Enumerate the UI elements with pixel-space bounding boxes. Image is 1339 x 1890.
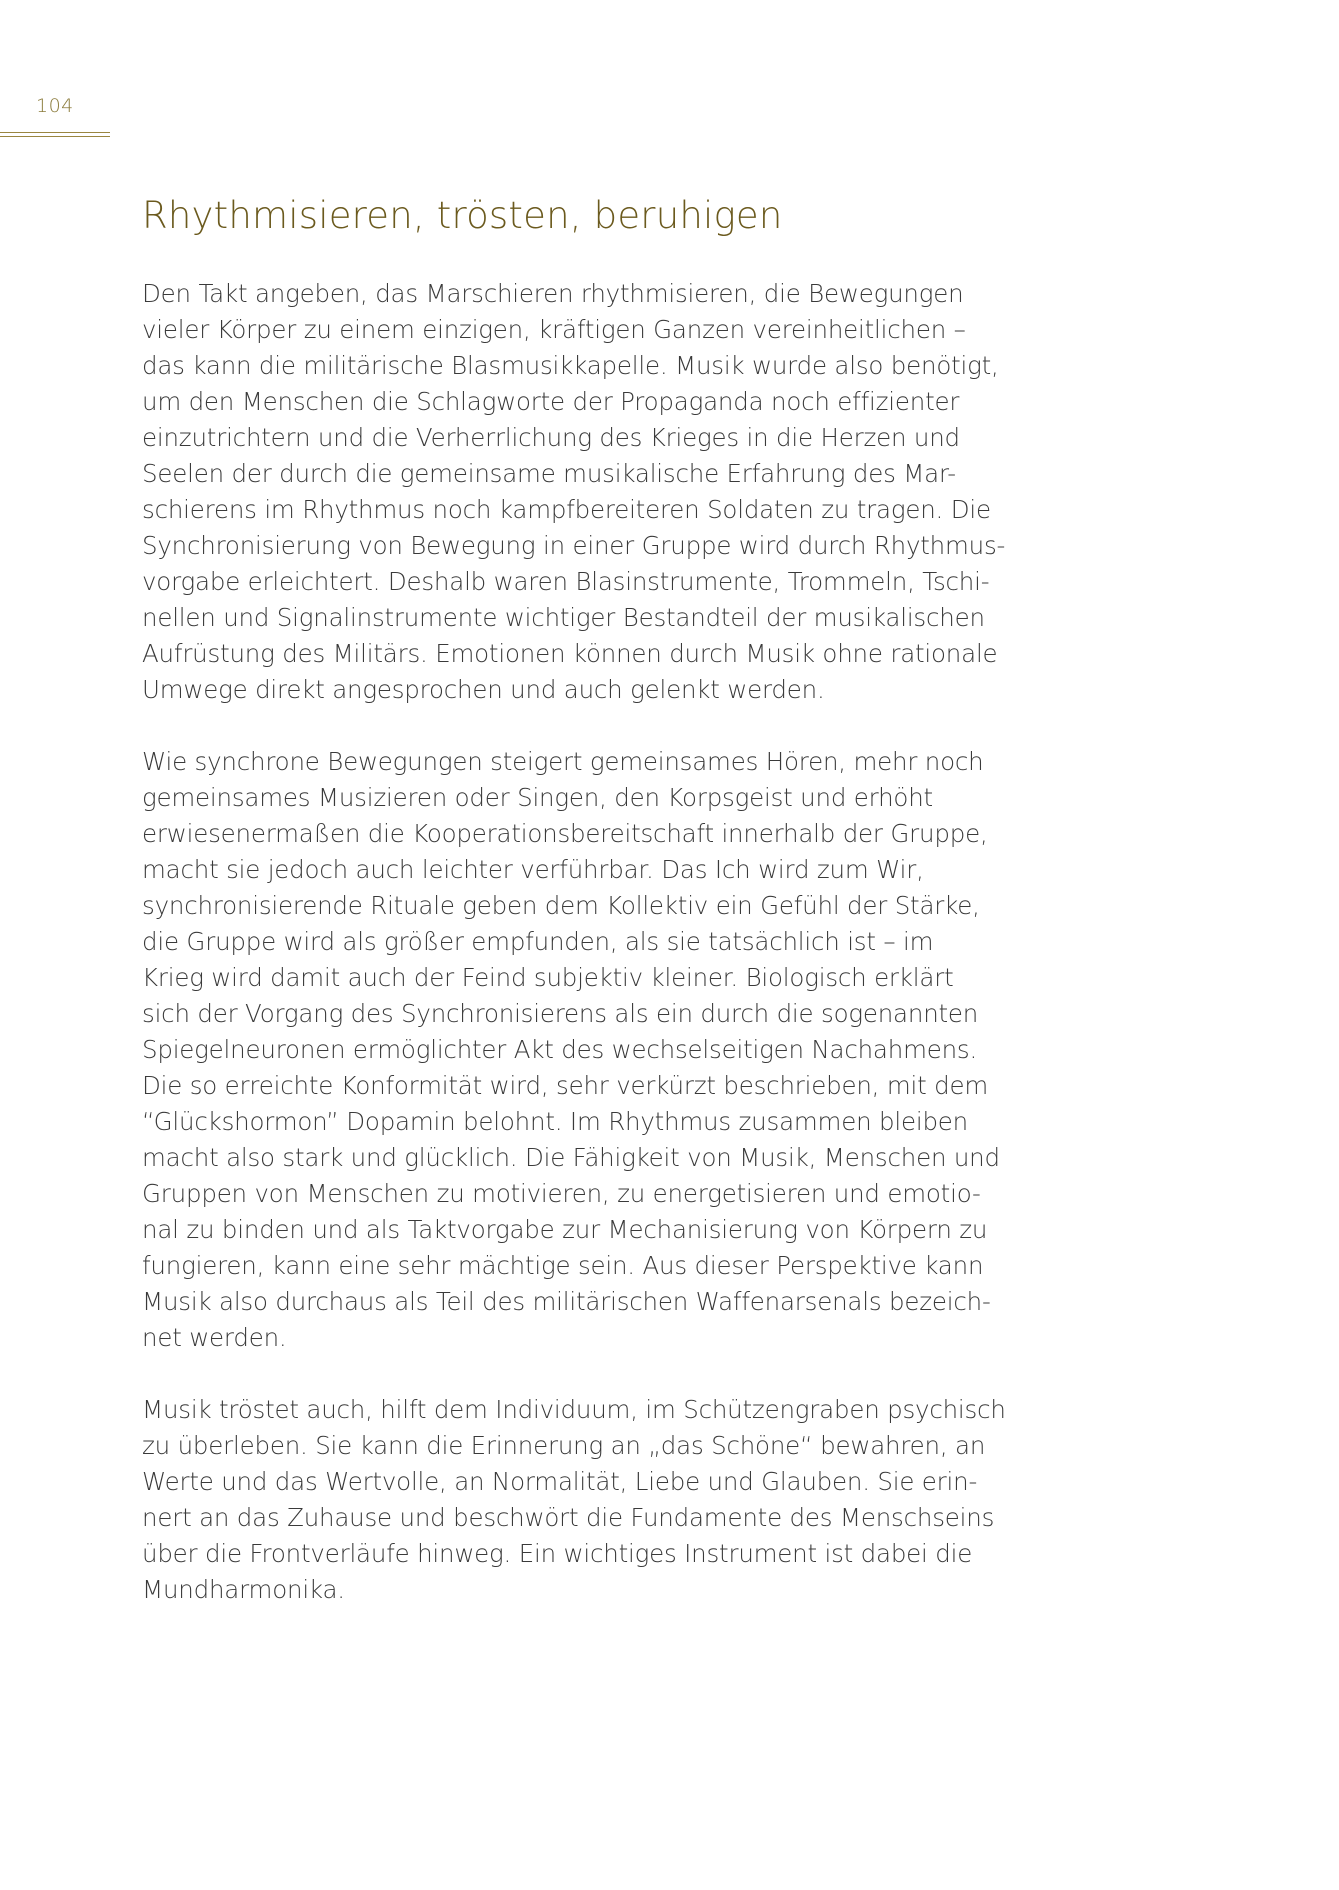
article [142, 190, 1042, 1644]
paragraph-1: Den Takt angeben, das Marschieren rhythmisieren, die Bewegungen vieler Körper zu einem einzigen, kräftigen Ganzen vereinheitlichen – das kann die militärische Blasmusikkapelle. Musik wurde also benötigt, um den Menschen die Schlagworte der Propaganda noch effizienter einzutrichtern und die Verherrlichung des Krieges in die Herzen und Seelen der durch die gemeinsame musikalische Erfahrung des Mar- schierens im Rhythmus noch kampfbereiteren Soldaten zu tragen. Die Synchronisierung von Bewegung in einer Gruppe wird durch Rhythmus- vorgabe erleichtert. Deshalb waren Blasinstrumente, Trommeln, Tschi- nellen und Signalinstrumente wichtiger Bestandteil der musikalischen Aufrüstung des Militärs. Emotionen können durch Musik ohne rationale Umwege direkt angesprochen und auch gelenkt werden. [142, 279, 1006, 704]
header-rule [0, 132, 110, 137]
paragraph-2: Wie synchrone Bewegungen steigert gemeinsames Hören, mehr noch gemeinsames Musizieren oder Singen, den Korpsgeist und erhöht erwiesenermaßen die Kooperationsbereitschaft innerhalb der Gruppe, macht sie jedoch auch leichter verführbar. Das Ich wird zum Wir, synchronisierende Rituale geben dem Kollektiv ein Gefühl der Stärke, die Gruppe wird als größer empfunden, als sie tatsächlich ist – im Krieg wird damit auch der Feind subjektiv kleiner. Biologisch erklärt sich der Vorgang des Synchronisierens als ein durch die sogenannten Spiegelneuronen ermöglichter Akt des wechselseitigen Nachahmens. Die so erreichte Konformität wird, sehr verkürzt beschrieben, mit dem “Glückshormon” Dopamin belohnt. Im Rhythmus zusammen bleiben macht also stark und glücklich. Die Fähigkeit von Musik, Menschen und Gruppen von Menschen zu motivieren, zu energetisieren und emotio- nal zu binden und als Taktvorgabe zur Mechanisierung von Körpern zu fungieren, kann eine sehr mächtige sein. Aus dieser Perspektive kann Musik also durchaus als Teil des militärischen Waffenarsenals bezeich- net werden. [142, 747, 1000, 1352]
page-number: 104 [36, 95, 74, 117]
paragraph-3: Musik tröstet auch, hilft dem Individuum, im Schützengraben psychisch zu überleben. Sie kann die Erinnerung an „das Schöne“ bewahren, an Werte und das Wertvolle, an Normalität, Liebe und Glauben. Sie erin- nert an das Zuhause und beschwört die Fundamente des Menschseins über die Frontverläufe hinweg. Ein wichtiges Instrument ist dabei die Mundharmonika. [142, 1395, 1006, 1604]
article-title: Rhythmisieren, trösten, beruhigen [142, 194, 783, 237]
